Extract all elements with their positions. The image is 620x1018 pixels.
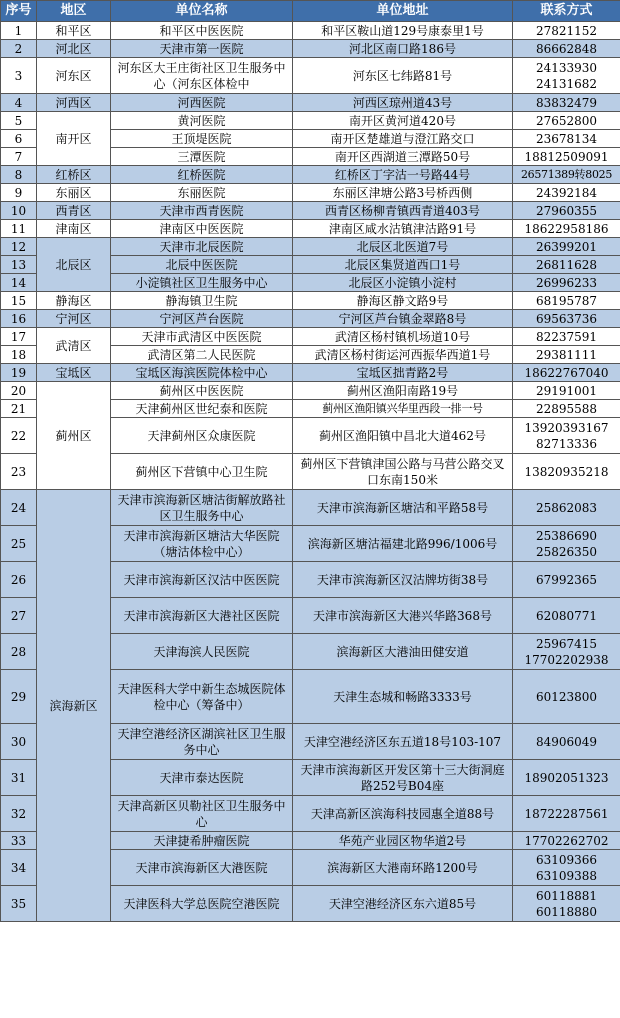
district-cell: 和平区	[37, 22, 111, 40]
row-number: 19	[1, 364, 37, 382]
unit-address: 宁河区芦台镇金翠路8号	[293, 310, 513, 328]
phone-number: 17702202938	[524, 652, 609, 667]
contact-phone	[513, 148, 620, 166]
row-number: 34	[1, 850, 37, 886]
contact-phone	[513, 58, 620, 94]
contact-phone	[513, 184, 620, 202]
unit-name: 天津市泰达医院	[111, 760, 293, 796]
contact-phone	[513, 598, 620, 634]
unit-address: 蓟州区渔阳镇兴华里西段一排一号	[293, 400, 513, 418]
district-cell: 红桥区	[37, 166, 111, 184]
row-number: 32	[1, 796, 37, 832]
unit-name: 红桥医院	[111, 166, 293, 184]
contact-phone	[513, 634, 620, 670]
phone-number: 24133930	[535, 60, 598, 75]
row-number: 23	[1, 454, 37, 490]
unit-name: 蓟州区下营镇中心卫生院	[111, 454, 293, 490]
contact-phone	[513, 886, 620, 922]
phone-number: 26571389转8025	[520, 167, 613, 181]
row-number: 33	[1, 832, 37, 850]
row-number: 9	[1, 184, 37, 202]
unit-name: 北辰中医医院	[111, 256, 293, 274]
unit-address: 蓟州区渔阳镇中昌北大道462号	[293, 418, 513, 454]
phone-number: 18722287561	[524, 806, 609, 821]
header-row	[1, 1, 620, 22]
contact-phone	[513, 274, 620, 292]
table-row	[1, 22, 620, 40]
district-cell: 滨海新区	[37, 490, 111, 922]
row-number: 14	[1, 274, 37, 292]
contact-phone	[513, 328, 620, 346]
district-cell: 河西区	[37, 94, 111, 112]
phone-number: 25826350	[535, 544, 598, 559]
district-cell: 静海区	[37, 292, 111, 310]
table-row	[1, 202, 620, 220]
unit-address: 天津市滨海新区开发区第十三大街洞庭路252号B04座	[293, 760, 513, 796]
phone-number: 24131682	[535, 76, 598, 91]
contact-phone	[513, 454, 620, 490]
phone-number: 86662848	[535, 41, 598, 56]
unit-address: 静海区静文路9号	[293, 292, 513, 310]
unit-name: 武清区第二人民医院	[111, 346, 293, 364]
phone-number: 24392184	[535, 185, 598, 200]
phone-number: 68195787	[535, 293, 598, 308]
phone-number: 25967415	[535, 636, 598, 651]
district-cell: 东丽区	[37, 184, 111, 202]
row-number: 22	[1, 418, 37, 454]
table-row	[1, 94, 620, 112]
phone-number: 25386690	[535, 528, 598, 543]
row-number: 15	[1, 292, 37, 310]
row-number: 17	[1, 328, 37, 346]
district-cell: 河东区	[37, 58, 111, 94]
district-cell: 宁河区	[37, 310, 111, 328]
phone-number: 18622767040	[524, 365, 609, 380]
row-number: 4	[1, 94, 37, 112]
phone-number: 26811628	[535, 257, 598, 272]
unit-name: 天津空港经济区湖滨社区卫生服务中心	[111, 724, 293, 760]
phone-number: 29191001	[535, 383, 598, 398]
row-number: 29	[1, 670, 37, 724]
phone-number: 63109366	[535, 852, 598, 867]
unit-address: 南开区楚雄道与澄江路交口	[293, 130, 513, 148]
unit-name: 天津海滨人民医院	[111, 634, 293, 670]
table-row	[1, 490, 620, 526]
unit-address: 东丽区津塘公路3号桥西侧	[293, 184, 513, 202]
unit-name: 河东区大王庄街社区卫生服务中心（河东区体检中	[111, 58, 293, 94]
contact-phone	[513, 40, 620, 58]
unit-address: 南开区西湖道三潭路50号	[293, 148, 513, 166]
unit-address: 华苑产业园区物华道2号	[293, 832, 513, 850]
unit-name: 宝坻区海滨医院体检中心	[111, 364, 293, 382]
unit-address: 蓟州区渔阳南路19号	[293, 382, 513, 400]
phone-number: 18902051323	[524, 770, 609, 785]
unit-address: 北辰区北医道7号	[293, 238, 513, 256]
contact-phone	[513, 382, 620, 400]
contact-phone	[513, 346, 620, 364]
contact-phone	[513, 832, 620, 850]
contact-phone	[513, 400, 620, 418]
unit-name: 天津市滨海新区塘沽大华医院（塘沽体检中心）	[111, 526, 293, 562]
phone-number: 27960355	[535, 203, 598, 218]
contact-phone	[513, 418, 620, 454]
unit-name: 天津市第一医院	[111, 40, 293, 58]
unit-name: 宁河区芦台医院	[111, 310, 293, 328]
unit-address: 宝坻区拙青路2号	[293, 364, 513, 382]
contact-phone	[513, 238, 620, 256]
unit-address: 天津生态城和畅路3333号	[293, 670, 513, 724]
unit-address: 河北区南口路186号	[293, 40, 513, 58]
unit-address: 滨海新区大港油田健安道	[293, 634, 513, 670]
row-number: 12	[1, 238, 37, 256]
unit-name: 东丽医院	[111, 184, 293, 202]
phone-number: 60123800	[535, 689, 598, 704]
unit-address: 津南区咸水沽镇津沽路91号	[293, 220, 513, 238]
unit-address: 天津空港经济区东五道18号103-107	[293, 724, 513, 760]
phone-number: 27821152	[535, 23, 598, 38]
unit-address: 滨海新区大港南环路1200号	[293, 850, 513, 886]
unit-address: 武清区杨村镇机场道10号	[293, 328, 513, 346]
row-number: 3	[1, 58, 37, 94]
phone-number: 25862083	[535, 500, 598, 515]
contact-phone	[513, 724, 620, 760]
contact-phone	[513, 310, 620, 328]
district-cell: 宝坻区	[37, 364, 111, 382]
table-row	[1, 382, 620, 400]
row-number: 21	[1, 400, 37, 418]
row-number: 8	[1, 166, 37, 184]
unit-address: 西青区杨柳青镇西青道403号	[293, 202, 513, 220]
unit-name: 天津蓟州区世纪泰和医院	[111, 400, 293, 418]
table-row	[1, 112, 620, 130]
row-number: 11	[1, 220, 37, 238]
header-phone: 联系方式	[513, 1, 620, 22]
phone-number: 67992365	[535, 572, 598, 587]
phone-number: 22895588	[535, 401, 598, 416]
unit-address: 天津空港经济区东六道85号	[293, 886, 513, 922]
unit-address: 武清区杨村街运河西振华西道1号	[293, 346, 513, 364]
unit-address: 南开区黄河道420号	[293, 112, 513, 130]
contact-phone	[513, 292, 620, 310]
unit-name: 津南区中医医院	[111, 220, 293, 238]
row-number: 25	[1, 526, 37, 562]
header-no: 序号	[1, 1, 37, 22]
contact-phone	[513, 670, 620, 724]
row-number: 27	[1, 598, 37, 634]
phone-number: 60118881	[535, 888, 598, 903]
unit-address: 北辰区小淀镇小淀村	[293, 274, 513, 292]
phone-number: 29381111	[535, 347, 598, 362]
row-number: 7	[1, 148, 37, 166]
unit-name: 天津市滨海新区汉沽中医医院	[111, 562, 293, 598]
phone-number: 13920393167	[524, 420, 609, 435]
row-number: 5	[1, 112, 37, 130]
unit-name: 蓟州区中医医院	[111, 382, 293, 400]
row-number: 30	[1, 724, 37, 760]
table-row	[1, 184, 620, 202]
contact-phone	[513, 760, 620, 796]
phone-number: 84906049	[535, 734, 598, 749]
row-number: 1	[1, 22, 37, 40]
phone-number: 18812509091	[524, 149, 609, 164]
unit-address: 蓟州区下营镇津国公路与马营公路交叉口东南150米	[293, 454, 513, 490]
contact-phone	[513, 796, 620, 832]
unit-address: 天津市滨海新区汉沽牌坊街38号	[293, 562, 513, 598]
row-number: 6	[1, 130, 37, 148]
unit-name: 天津市滨海新区大港医院	[111, 850, 293, 886]
phone-number: 82713336	[535, 436, 598, 451]
unit-name: 天津市武清区中医医院	[111, 328, 293, 346]
row-number: 24	[1, 490, 37, 526]
phone-number: 26996233	[535, 275, 598, 290]
contact-phone	[513, 256, 620, 274]
contact-phone	[513, 220, 620, 238]
contact-phone	[513, 130, 620, 148]
table-body	[1, 22, 620, 922]
table-row	[1, 364, 620, 382]
contact-phone	[513, 562, 620, 598]
row-number: 18	[1, 346, 37, 364]
row-number: 31	[1, 760, 37, 796]
unit-address: 天津市滨海新区塘沽和平路58号	[293, 490, 513, 526]
district-cell: 西青区	[37, 202, 111, 220]
unit-name: 静海镇卫生院	[111, 292, 293, 310]
unit-address: 滨海新区塘沽福建北路996/1006号	[293, 526, 513, 562]
district-cell: 南开区	[37, 112, 111, 166]
unit-name: 天津高新区贝勒社区卫生服务中心	[111, 796, 293, 832]
unit-name: 河西医院	[111, 94, 293, 112]
unit-name: 天津蓟州区众康医院	[111, 418, 293, 454]
unit-name: 天津市滨海新区大港社区医院	[111, 598, 293, 634]
unit-name: 王顶堤医院	[111, 130, 293, 148]
phone-number: 23678134	[535, 131, 598, 146]
unit-name: 天津市滨海新区塘沽街解放路社区卫生服务中心	[111, 490, 293, 526]
phone-number: 83832479	[535, 95, 598, 110]
header-district: 地区	[37, 1, 111, 22]
district-cell: 北辰区	[37, 238, 111, 292]
header-address: 单位地址	[293, 1, 513, 22]
phone-number: 17702262702	[524, 833, 609, 848]
unit-name: 小淀镇社区卫生服务中心	[111, 274, 293, 292]
district-cell: 武清区	[37, 328, 111, 364]
contact-phone	[513, 850, 620, 886]
district-cell: 河北区	[37, 40, 111, 58]
phone-number: 27652800	[535, 113, 598, 128]
unit-name: 三潭医院	[111, 148, 293, 166]
contact-phone	[513, 490, 620, 526]
unit-name: 天津医科大学总医院空港医院	[111, 886, 293, 922]
row-number: 16	[1, 310, 37, 328]
unit-name: 天津市西青医院	[111, 202, 293, 220]
district-cell: 蓟州区	[37, 382, 111, 490]
phone-number: 62080771	[535, 608, 598, 623]
unit-address: 河东区七纬路81号	[293, 58, 513, 94]
table-row	[1, 40, 620, 58]
contact-phone	[513, 22, 620, 40]
unit-address: 天津市滨海新区大港兴华路368号	[293, 598, 513, 634]
header-name: 单位名称	[111, 1, 293, 22]
contact-phone	[513, 526, 620, 562]
row-number: 20	[1, 382, 37, 400]
unit-address: 北辰区集贤道西口1号	[293, 256, 513, 274]
row-number: 26	[1, 562, 37, 598]
unit-name: 天津市北辰医院	[111, 238, 293, 256]
table-row	[1, 220, 620, 238]
phone-number: 63109388	[535, 868, 598, 883]
contact-phone	[513, 112, 620, 130]
row-number: 28	[1, 634, 37, 670]
phone-number: 26399201	[535, 239, 598, 254]
unit-name: 黄河医院	[111, 112, 293, 130]
phone-number: 18622958186	[524, 221, 609, 236]
unit-name: 天津医科大学中新生态城医院体检中心（筹备中）	[111, 670, 293, 724]
row-number: 35	[1, 886, 37, 922]
unit-address: 红桥区丁字沽一号路44号	[293, 166, 513, 184]
table-row	[1, 328, 620, 346]
unit-address: 天津高新区滨海科技园惠全道88号	[293, 796, 513, 832]
contact-phone	[513, 94, 620, 112]
phone-number: 60118880	[535, 904, 598, 919]
unit-address: 河西区琼州道43号	[293, 94, 513, 112]
contact-phone	[513, 202, 620, 220]
contact-phone	[513, 166, 620, 184]
contact-phone	[513, 364, 620, 382]
phone-number: 13820935218	[524, 464, 609, 479]
table-row	[1, 310, 620, 328]
district-cell: 津南区	[37, 220, 111, 238]
unit-name: 天津捷希肿瘤医院	[111, 832, 293, 850]
table-row	[1, 166, 620, 184]
table-row	[1, 58, 620, 94]
row-number: 13	[1, 256, 37, 274]
phone-number: 69563736	[535, 311, 598, 326]
row-number: 2	[1, 40, 37, 58]
table-row	[1, 292, 620, 310]
unit-address: 和平区鞍山道129号康泰里1号	[293, 22, 513, 40]
unit-name: 和平区中医医院	[111, 22, 293, 40]
row-number: 10	[1, 202, 37, 220]
table-row	[1, 238, 620, 256]
phone-number: 82237591	[535, 329, 598, 344]
